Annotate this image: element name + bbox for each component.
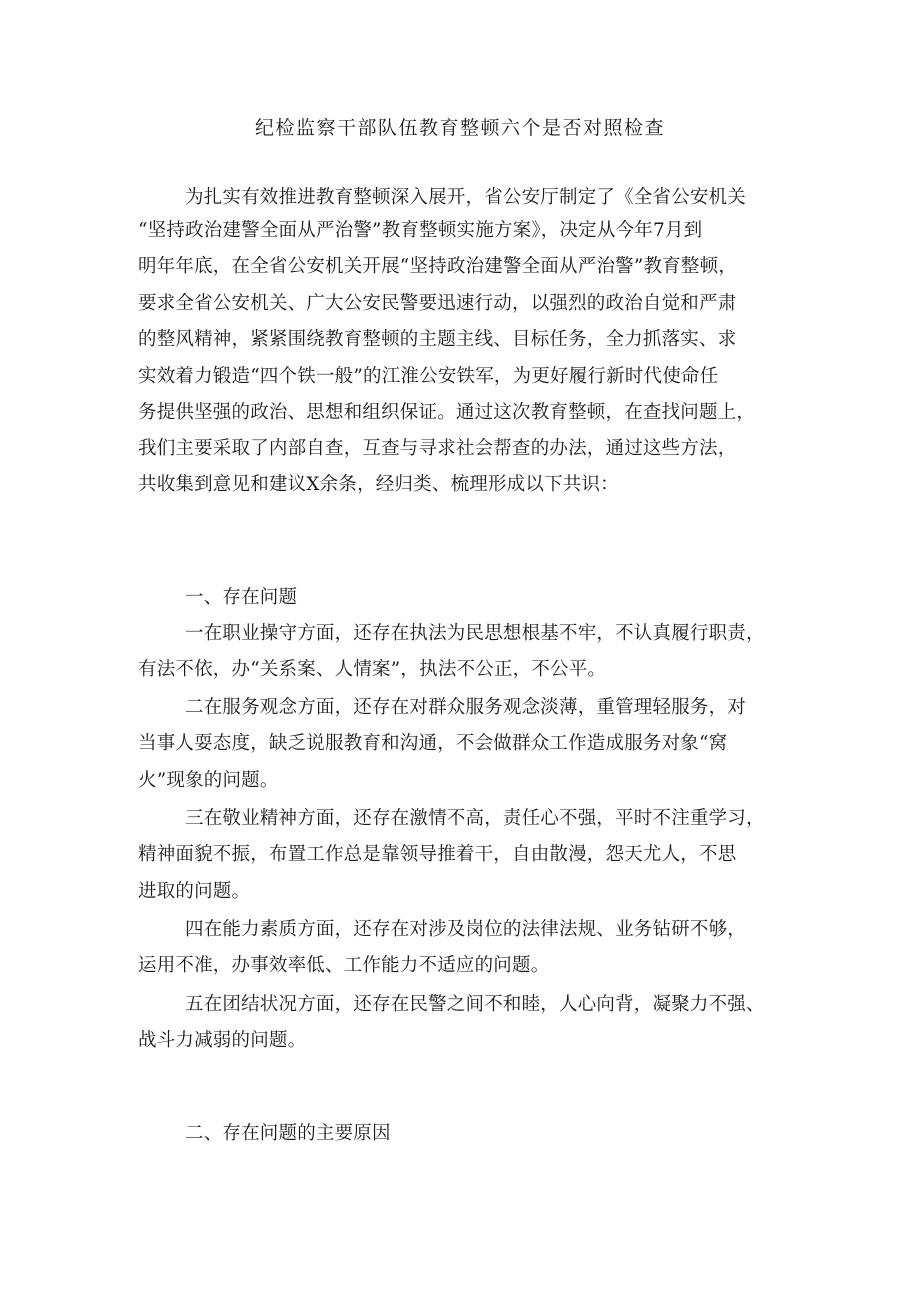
problem-item-4-line: 运用不准，办事效率低、工作能力不适应的问题。 bbox=[138, 955, 550, 976]
problem-item-3-line: 三在敬业精神方面，还存在激情不高，责任心不强，平时不注重学习， bbox=[185, 808, 765, 829]
problem-item-5-line: 五在团结状况方面，还存在民警之间不和睦，人心向背，凝聚力不强、 bbox=[185, 994, 765, 1015]
intro-line: 实效着力锻造“四个铁一般”的江淮公安铁军，为更好履行新时代使命任 bbox=[138, 366, 719, 387]
problem-item-2-line: 当事人耍态度，缺乏说服教育和沟通，不会做群众工作造成服务对象“窝 bbox=[138, 733, 728, 754]
intro-line: 的整风精神，紧紧围绕教育整顿的主题主线、目标任务，全力抓落实、求 bbox=[138, 329, 737, 350]
problem-item-2-line: 二在服务观念方面，还存在对群众服务观念淡薄，重管理轻服务，对 bbox=[185, 697, 747, 718]
section-heading-2: 二、存在问题的主要原因 bbox=[185, 1123, 391, 1144]
document-title: 纪检监察干部队伍教育整顿六个是否对照检查 bbox=[254, 117, 665, 139]
intro-line: 我们主要采取了内部自查，互查与寻求社会帮查的办法，通过这些方法， bbox=[138, 438, 737, 459]
intro-line: “坚持政治建警全面从严治警”教育整顿实施方案》，决定从今年7月到 bbox=[138, 220, 703, 241]
intro-line: 务提供坚强的政治、思想和组织保证。通过这次教育整顿，在查找问题上， bbox=[138, 402, 756, 423]
problem-item-4-line: 四在能力素质方面，还存在对涉及岗位的法律法规、业务钻研不够， bbox=[185, 919, 747, 940]
section-heading-1: 一、存在问题 bbox=[185, 587, 298, 608]
problem-item-1-line: 一在职业操守方面，还存在执法为民思想根基不牢，不认真履行职责， bbox=[185, 623, 765, 644]
intro-line: 为扎实有效推进教育整顿深入展开，省公安厅制定了《全省公安机关 bbox=[185, 187, 747, 208]
intro-line: 要求全省公安机关、广大公安民警要迅速行动，以强烈的政治自觉和严肃 bbox=[138, 293, 737, 314]
problem-item-5-line: 战斗力减弱的问题。 bbox=[138, 1030, 307, 1051]
problem-item-3-line: 进取的问题。 bbox=[138, 881, 251, 902]
problem-item-3-line: 精神面貌不振，布置工作总是靠领导推着干，自由散漫，怨天尤人，不思 bbox=[138, 844, 737, 865]
intro-line: 明年年底，在全省公安机关开展“坚持政治建警全面从严治警”教育整顿， bbox=[138, 256, 738, 277]
intro-line: 共收集到意见和建议X余条，经归类、梳理形成以下共识： bbox=[138, 474, 619, 495]
problem-item-2-line: 火”现象的问题。 bbox=[138, 770, 279, 791]
problem-item-1-line: 有法不依，办“关系案、人情案”，执法不公正，不公平。 bbox=[138, 659, 607, 680]
